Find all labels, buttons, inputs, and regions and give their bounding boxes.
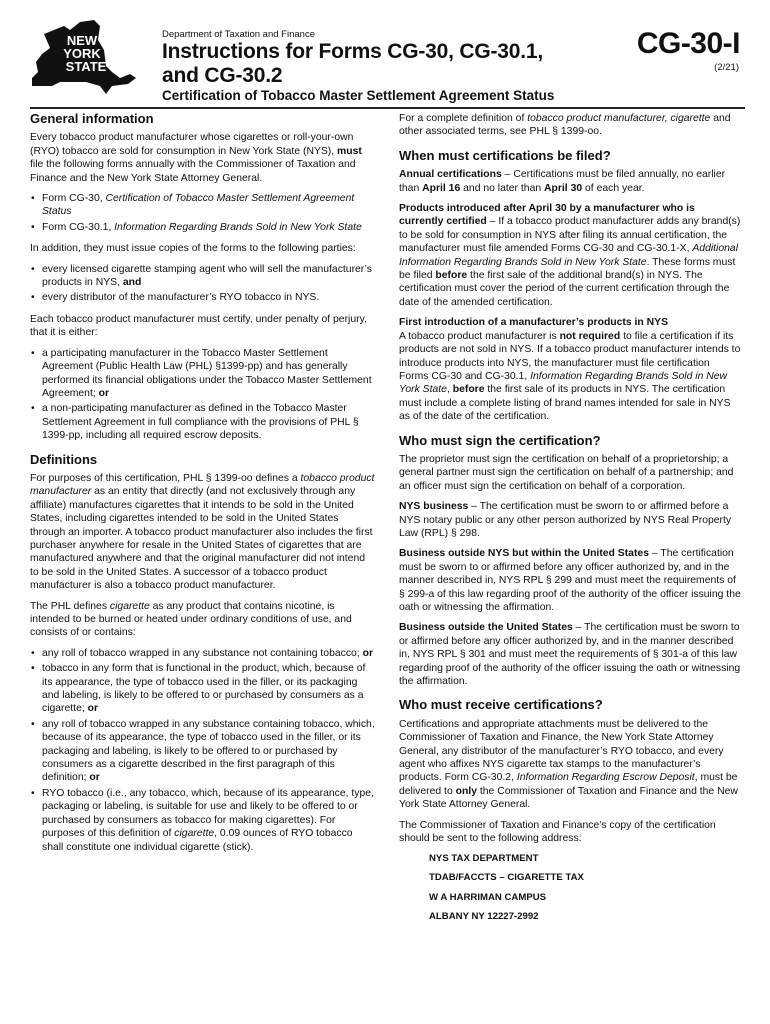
list-item: • any roll of tobacco wrapped in any substance not containing tobacco; or [30,647,375,660]
within-us-paragraph: Business outside NYS but within the United States – The certification must be sworn to or affirmed before any officer authorized by, and in the manner described in, NYS RPL § 299 and must meet the requirements of § 299-a of this law regarding proof of the authority of the officer issuing the oath or witnessing the affirmation. [399,548,741,613]
products-introduced-paragraph: Products introduced after April 30 by a manufacturer who is currently certified – If a tobacco product manufacturer adds any brand(s) to be sold for consumption in NYS after filing its annual certification, the manufacturer must file amended Forms CG-30 and CG-30.1-X, Additional Information Regarding Brands Sold in New York State. These forms must be filed before the first sale of the additional brand(s) in NYS. The certification must cover the period of the current certification through the date of the amended certification. [399,203,741,308]
address-line: TDAB/FACCTS – CIGARETTE TAX [429,872,584,883]
list-item: • a participating manufacturer in the Tobacco Master Settlement Agreement (Public Health Law (PHL) §1399-pp) and has generally performed its financial obligations under the Tobacco Master Settlement Agreement; or [30,347,375,401]
header-divider [30,107,745,109]
outside-us-paragraph: Business outside the United States – The certification must be sworn to or affirmed before any officer authorized by, and in the manner described in, NYS RPL § 301 and must meet the requirements of § 301-a of this law regarding proof of the authority of the officer issuing the oath or witnessing the affirmation. [399,622,741,688]
general-paragraph-2: In addition, they must issue copies of the forms to the following parties: [30,243,356,255]
list-item: • a non-participating manufacturer as defined in the Tobacco Master Settlement Agreement in full compliance with the provisions of PHL § 1399-pp, including all required escrow deposits. [30,402,375,442]
nys-business-paragraph: NYS business – The certification must be sworn to or affirmed before a NYS notary public or any other person authorized by NYS Real Property Law (RPL) § 298. [399,501,732,539]
department-name: Department of Taxation and Finance [162,29,315,40]
list-item: • every distributor of the manufacturer’s RYO tobacco in NYS. [30,291,375,304]
address-line: W A HARRIMAN CAMPUS [429,891,547,903]
document-subtitle: Certification of Tobacco Master Settlement Agreement Status [162,88,555,103]
new-york-state-logo [30,20,140,100]
definitions-paragraph-1: For purposes of this certification, PHL § 1399-oo defines a tobacco product manufacturer as an entity that directly (and not exclusively through any affiliate) manufactures cigarettes that it intends to be sold in the United States, including cigarettes intended to be sold in the United States through an importer. A tobacco product manufacturer also includes the first purchaser anywhere for resale in the United States of cigarettes that are manufactured anywhere and that the original manufacturer did not intend to be sold in the United States. A successor of a tobacco product manufacturer is also a tobacco product manufacturer. [30,472,375,592]
list-item: • RYO tobacco (i.e., any tobacco, which, because of its appearance, type, packaging or labeling, is suitable for use and likely to be offered to or purchased by consumers as tobacco for making cigarettes). For purposes of this definition of cigarette, 0.09 ounces of RYO tobacco shall constitute one individual cigarette (stick). [30,787,375,854]
definitions-paragraph-2: The PHL defines cigarette as any product that contains nicotine, is intended to be burned or heated under ordinary conditions of use, and consists of or contains: [30,600,352,639]
required-forms-list [30,192,375,234]
who-sign-paragraph: The proprietor must sign the certification on behalf of a proprietorship; a general partner must sign the certification on behalf of a partnership; and an officer must sign the certification on behalf of a corporation. [399,453,734,492]
address-line: NYS TAX DEPARTMENT [429,852,539,864]
right-column [399,112,742,931]
logo-text-new: NEW [66,33,98,48]
logo-text-state: STATE [65,59,107,74]
list-item: • Form CG-30.1, Information Regarding Brands Sold in New York State [30,221,375,234]
who-sign-heading: Who must sign the certification? [399,432,601,448]
general-paragraph-3: Each tobacco product manufacturer must certify, under penalty of perjury, that it is either: [30,313,367,339]
list-item: • every licensed cigarette stamping agent who will sell the manufacturer’s products in NYS, and [30,263,375,290]
list-item: • Form CG-30, Certification of Tobacco Master Settlement Agreement Status [30,192,375,219]
first-introduction-subheading: First introduction of a manufacturer’s products in NYS [399,317,669,329]
logo-text-york: YORK [63,46,101,61]
definition-reference: For a complete definition of tobacco product manufacturer, cigarette and other associated terms, see PHL § 1399-oo. [399,113,731,138]
who-receive-paragraph-2: The Commissioner of Taxation and Finance’s copy of the certification should be sent to the following address: [399,819,716,845]
who-receive-heading: Who must receive certifications? [399,697,603,713]
list-item: • any roll of tobacco wrapped in any substance containing tobacco, which, because of its appearance, the type of tobacco used in the filler, or its packaging and labeling, is likely to be offered to or purchased by consumers as a cigarette described in the first paragraph of this definition; or [30,718,375,785]
mailing-address [399,853,742,924]
cigarette-definition-list [30,647,375,854]
form-id: CG-30-I [636,27,740,60]
general-paragraph-1: Every tobacco product manufacturer whose cigarettes or roll-your-own (RYO) tobacco are sold for consumption in New York State (NYS), must file the following forms annually with the Commissioner of Taxation and Finance and the New York State Attorney General. [30,132,362,184]
annual-certifications-paragraph: Annual certifications – Certifications must be filed annually, no earlier than April 16 and no later than April 30 of each year. [399,169,726,194]
document-title [162,40,622,88]
status-list [30,347,375,443]
revision-date: (2/21) [714,62,739,73]
left-column [30,112,375,862]
parties-list [30,263,375,305]
title-line-2: and CG-30.2 [162,64,283,87]
address-line: ALBANY NY 12227-2992 [429,911,539,922]
first-introduction-paragraph: A tobacco product manufacturer is not required to file a certification if its products are not sold in NYS. If a tobacco product manufacturer intends to introduce products into NYS, the manufacturer must file certification Forms CG-30 and CG-30.1, Information Regarding Brands Sold in New York State, before the first sale of its products in NYS. The certification must include a complete listing of brand names intended for sale in NYS as of the date of the certification. [399,330,741,423]
when-filed-heading: When must certifications be filed? [399,147,611,163]
list-item: • tobacco in any form that is functional in the product, which, because of its appearance, the type of tobacco used in the filler, or its packaging and labeling, is likely to be offered to or purchased by consumers as a cigarette; or [30,662,375,716]
definitions-heading: Definitions [30,451,98,467]
title-line-1: Instructions for Forms CG-30, CG-30.1, [162,40,543,63]
who-receive-paragraph-1: Certifications and appropriate attachments must be delivered to the Commissioner of Taxation and Finance, the New York State Attorney General, any distributor of the manufacturer’s RYO tobacco, and every agent who affixes NYS cigarette tax stamps to the manufacturer’s products. Form CG-30.2, Information Regarding Escrow Deposit, must be delivered to only the Commissioner of Taxation and Finance and the New York State Attorney General. [399,718,738,811]
general-information-heading: General information [30,111,154,126]
